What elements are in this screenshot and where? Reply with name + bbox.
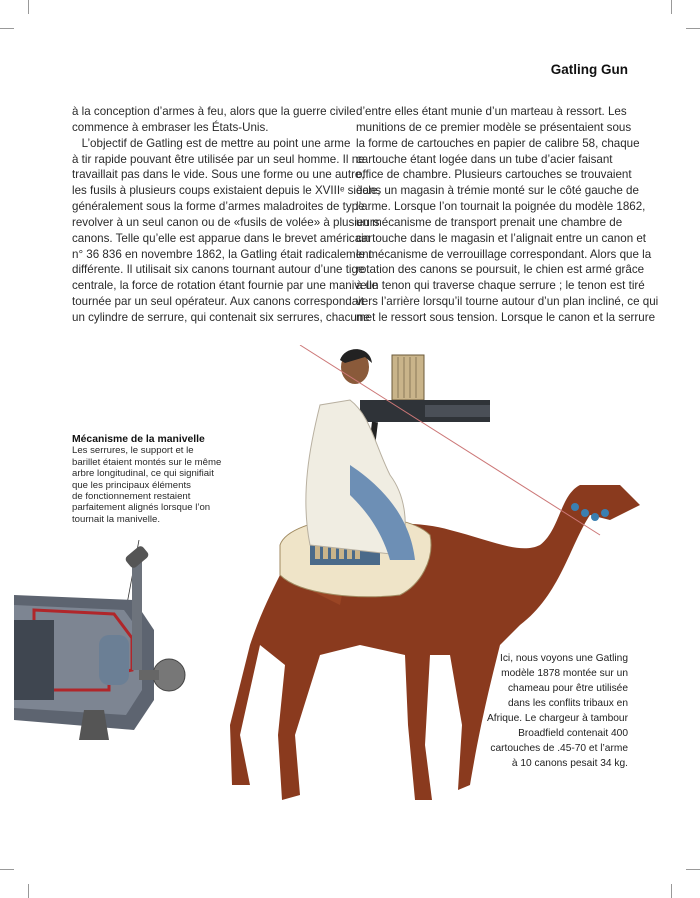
caption-line: dans les conflits tribaux en <box>507 698 628 709</box>
text-line: met le ressort sous tension. Lorsque le canon et la serrure <box>356 310 656 324</box>
text-line: un mécanisme de transport prenait une chambre de <box>356 215 623 229</box>
text-line: commence à embraser les États-Unis. <box>72 120 269 134</box>
text-line: à tir rapide pouvant être utilisée par un seul homme. Il ne <box>72 152 365 166</box>
crop-mark <box>686 869 700 870</box>
text-line: à la conception d’armes à feu, alors que la guerre civile <box>72 105 356 118</box>
caption-line: modèle 1878 montée sur un <box>501 668 628 679</box>
caption-line: tournait la manivelle. <box>72 513 160 525</box>
caption-camel-gatling <box>487 651 628 771</box>
caption-line: à 10 canons pesait 34 kg. <box>511 758 628 769</box>
text-line: munitions de ce premier modèle se présentaient sous <box>356 120 632 134</box>
caption-line: barillet étaient montés sur le même <box>72 456 222 468</box>
caption-line: Afrique. Le chargeur à tambour <box>486 713 628 724</box>
text-column-1 <box>72 104 380 326</box>
caption-line: arbre longitudinal, ce qui signifiait <box>72 468 214 480</box>
text-line: la forme de cartouches en papier de calibre 58, chaque <box>356 136 640 150</box>
text-line: cartouche étant logée dans un tube d’acier faisant <box>356 152 613 166</box>
caption-line: cartouches de .45-70 et l’arme <box>490 743 628 754</box>
text-line: rotation des canons se poursuit, le chien est armé grâce <box>356 263 645 277</box>
crop-mark <box>28 0 29 14</box>
text-line: à un tenon qui traverse chaque serrure ; le tenon est tiré <box>356 279 645 293</box>
caption-line: chameau pour être utilisée <box>507 683 628 694</box>
text-line: l’arme. Lorsque l’on tournait la poignée du modèle 1862, <box>356 200 646 214</box>
crop-mark <box>0 28 14 29</box>
text-line: généralement sous la forme d’armes maladroites de type <box>72 200 365 214</box>
caption-line: que les principaux éléments <box>72 479 191 491</box>
caption-line: parfaitement alignés lorsque l’on <box>72 502 211 514</box>
crop-mark <box>671 0 672 14</box>
caption-crank-mechanism <box>72 434 221 525</box>
text-line: dans un magasin à trémie monté sur le côté gauche de <box>356 184 639 198</box>
text-line: n° 36 836 en novembre 1862, la Gatling était radicalement <box>72 247 372 261</box>
crank-mechanism-illustration <box>14 540 194 750</box>
crop-mark <box>0 869 14 870</box>
caption-line: Ici, nous voyons une Gatling <box>500 653 628 664</box>
page-title: Gatling Gun <box>550 62 628 77</box>
text-line: vers l’arrière lorsqu’il tourne autour d’un plan incliné, ce qui <box>356 295 659 309</box>
text-line: cartouche dans le magasin et l’alignait entre un canon et <box>356 231 647 245</box>
text-line: office de chambre. Plusieurs cartouches se trouvaient <box>356 168 632 182</box>
text-line: revolver à un seul canon ou de «fusils de volée» à plusieurs <box>72 215 380 229</box>
text-line: L’objectif de Gatling est de mettre au point une arme <box>72 136 351 150</box>
text-line: d’entre elles étant munie d’un marteau à ressort. Les <box>356 105 627 118</box>
text-line: différente. Il utilisait six canons tournant autour d’une tige <box>72 263 365 277</box>
crop-mark <box>28 884 29 898</box>
text-line: les fusils à plusieurs coups existaient depuis le XVIIIᵉ siècle, <box>72 184 381 198</box>
text-line: canons. Telle qu’elle est apparue dans le brevet américain <box>72 231 371 245</box>
text-line: centrale, la force de rotation étant fournie par une manivelle <box>72 279 379 293</box>
text-line: travaillait pas dans le vide. Sous une forme ou une autre, <box>72 168 365 182</box>
text-line: le mécanisme de verrouillage correspondant. Alors que la <box>356 247 652 261</box>
text-column-2 <box>356 104 658 326</box>
caption-line: de fonctionnement restaient <box>72 491 191 503</box>
crop-mark <box>686 28 700 29</box>
text-line: tournée par un seul opérateur. Aux canons correspondait <box>72 295 364 309</box>
caption-line: Broadfield contenait 400 <box>518 728 628 739</box>
caption-line: Les serrures, le support et le <box>72 445 194 457</box>
text-line: un cylindre de serrure, qui contenait six serrures, chacune <box>72 310 370 324</box>
crop-mark <box>671 884 672 898</box>
caption-heading: Mécanisme de la manivelle <box>72 434 205 445</box>
